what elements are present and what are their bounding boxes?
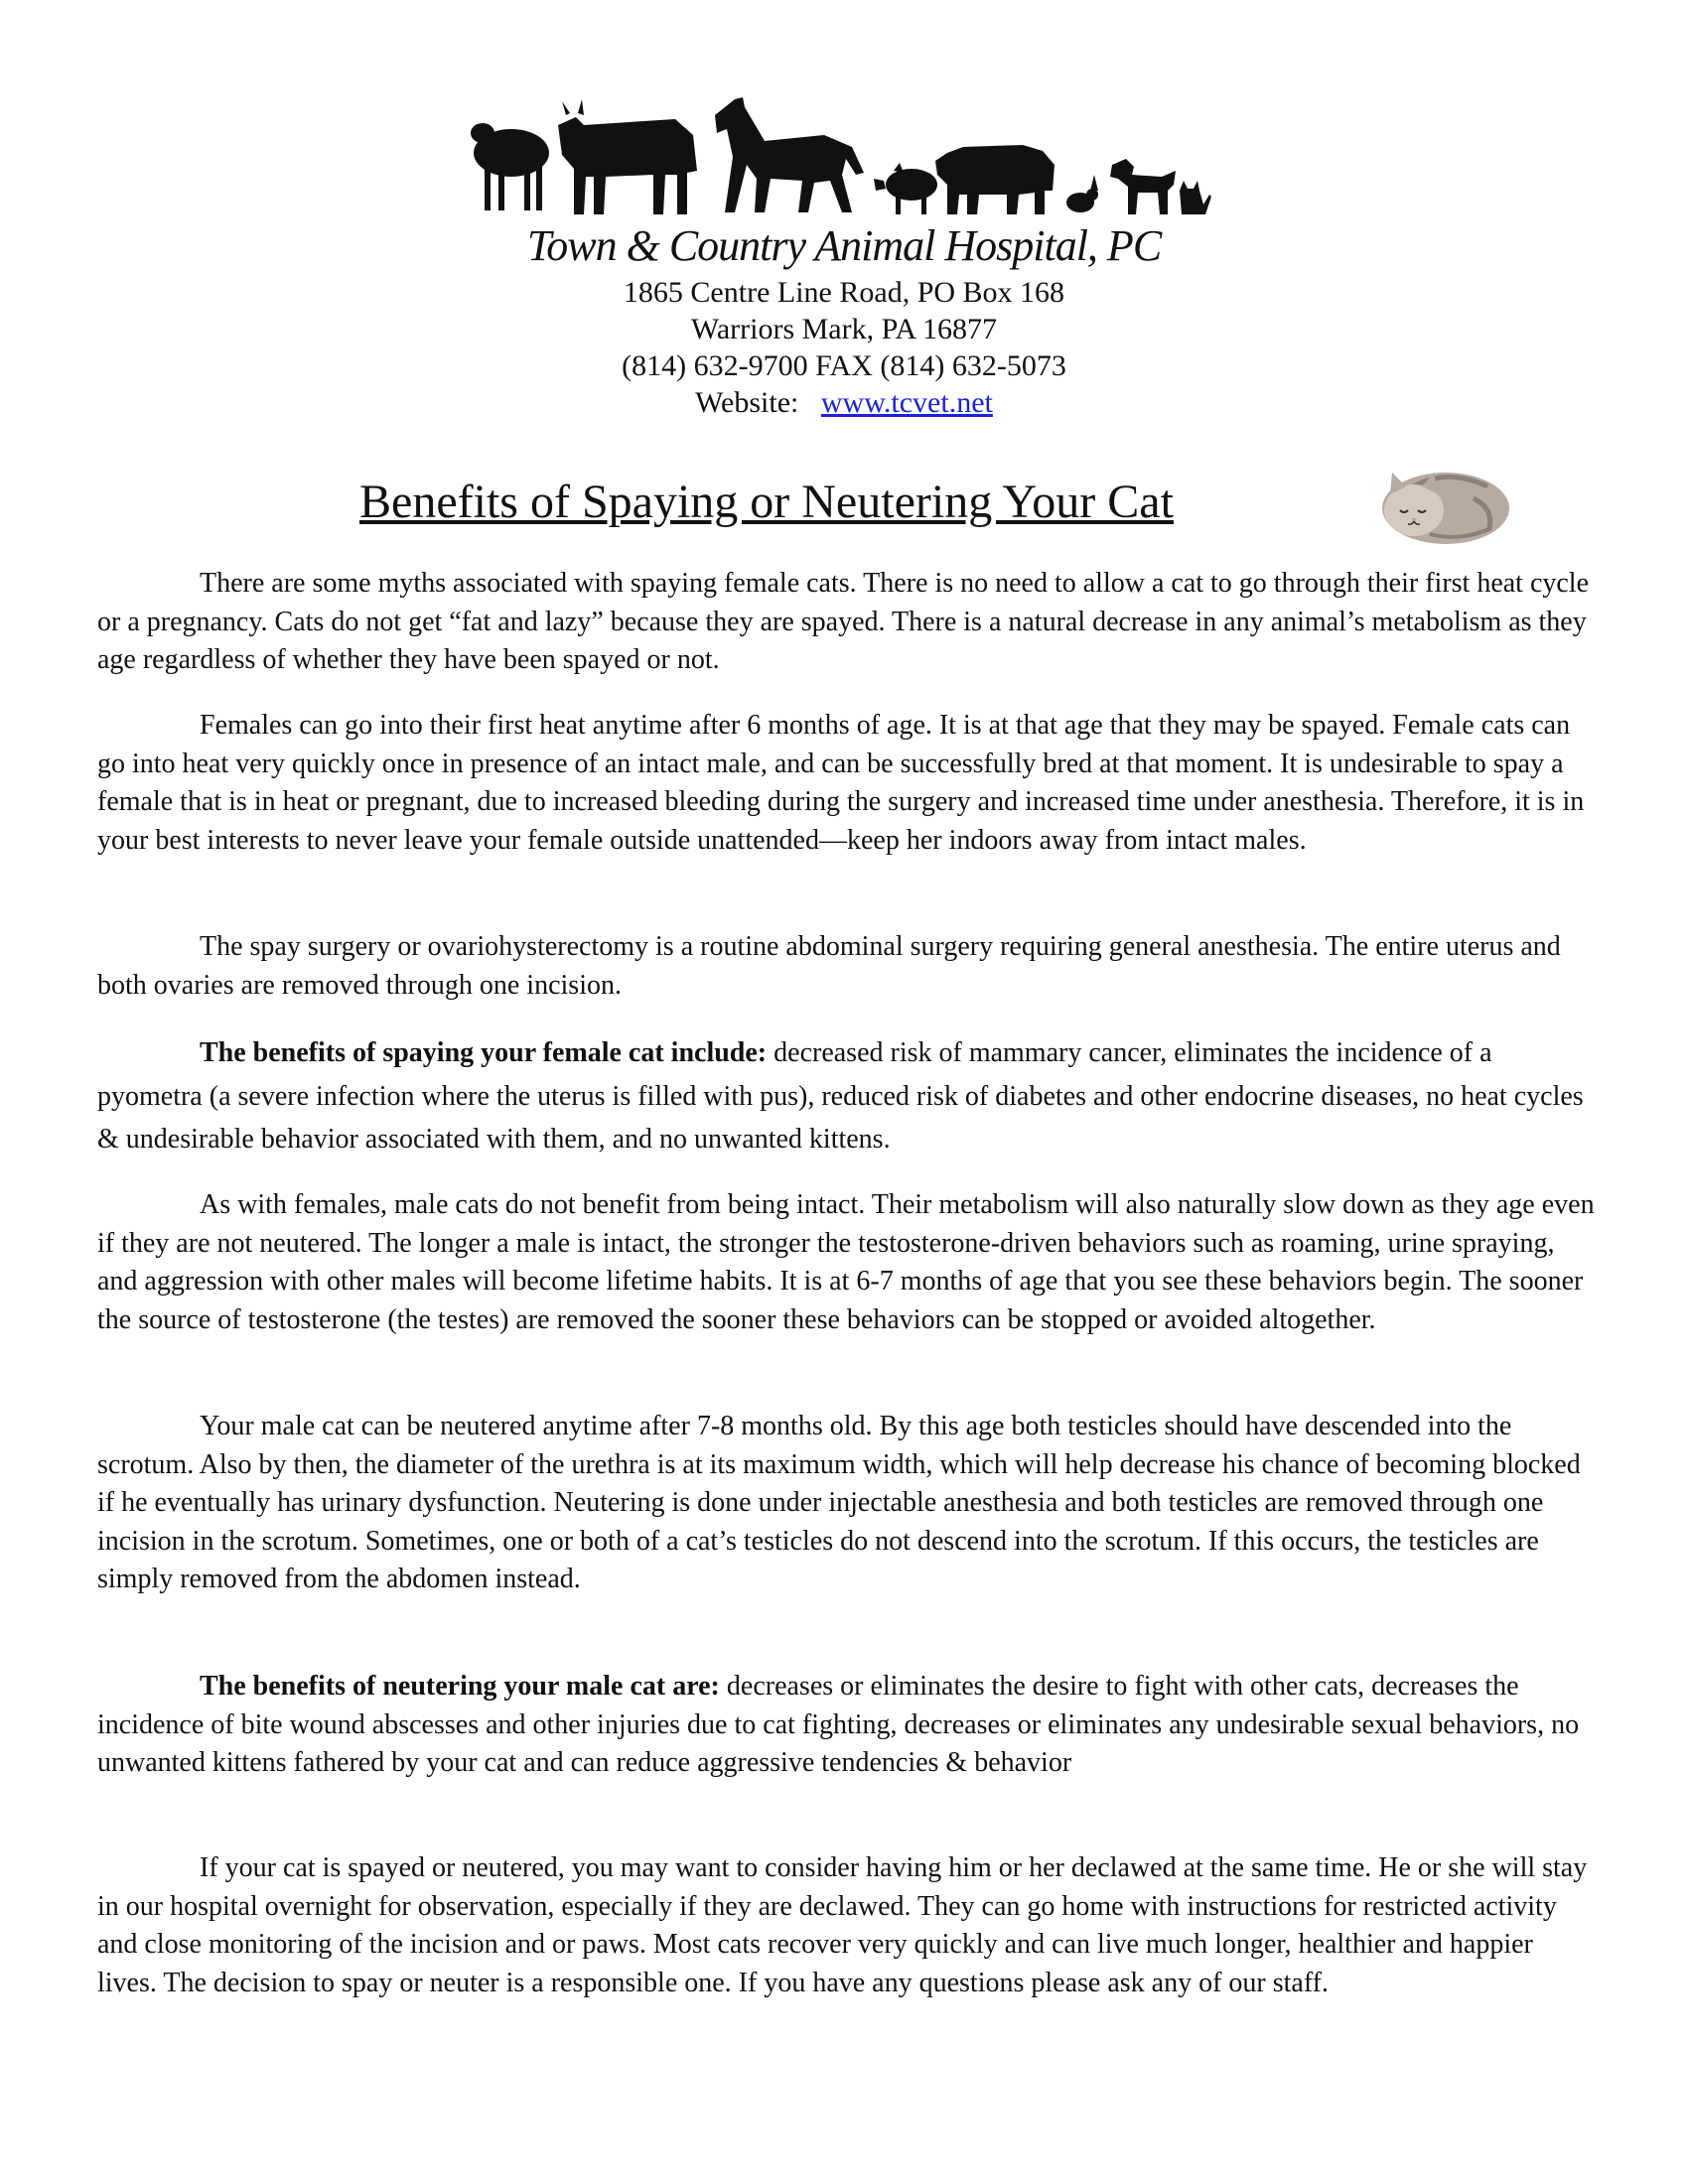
sleeping-cat-icon xyxy=(1370,459,1511,550)
neuter-benefits-heading: The benefits of neutering your male cat are: xyxy=(200,1671,720,1702)
pig-icon xyxy=(874,163,937,214)
cow-icon xyxy=(558,99,697,214)
bull-icon xyxy=(935,145,1055,214)
paragraph-female-heat: Females can go into their first heat anytime after 6 months of age. It is at that age that they may be spayed. Female cats can go into heat very quickly once in presence of an intact male, and can be successfully bred at that moment. It is undesirable to spay a female that is in heat or pregnant, due to increased bleeding during the surgery and increased time under anesthesia. Therefore, it is in your best interests to never leave your female outside unattended—keep her indoors away from intact males. xyxy=(97,710,1585,856)
cat-silhouette-icon xyxy=(1180,181,1211,214)
page-title: Benefits of Spaying or Neutering Your Cat xyxy=(359,476,1174,528)
address-line: 1865 Centre Line Road, PO Box 168 xyxy=(623,276,1065,309)
paragraph-neuter-benefits xyxy=(97,1668,1597,1783)
paragraph-spay-surgery: The spay surgery or ovariohysterectomy is a routine abdominal surgery requiring general anesthesia. The entire uterus and both ovaries are removed through one incision. xyxy=(97,931,1561,1001)
paragraph-spay-benefits xyxy=(97,1031,1597,1161)
paragraph-male-intact: As with females, male cats do not benefit from being intact. Their metabolism will also naturally slow down as they age even if they are not neutered. The longer a male is intact, the stronger the testosterone-driven behaviors such as roaming, urine spraying, and aggression with other males will become lifetime habits. It is at 6-7 months of age that you see these behaviors begin. The sooner the source of testosterone (the testes) are removed the sooner these behaviors can be stopped or avoided altogether. xyxy=(97,1189,1595,1335)
dog-icon xyxy=(1110,159,1176,214)
rabbit-icon xyxy=(1066,175,1098,212)
spay-benefits-text: decreased risk of mammary cancer, eliminates the incidence of a pyometra (a severe infection where the uterus is filled with pus), reduced risk of diabetes and other endocrine diseases, no heat cycles & undesirable behavior associated with them, and no unwanted kittens. xyxy=(97,1037,1584,1155)
website-label: Website: xyxy=(695,386,799,419)
hospital-name: Town & Country Animal Hospital, PC xyxy=(526,221,1162,270)
website-line xyxy=(0,384,1688,421)
spay-benefits-heading: The benefits of spaying your female cat include: xyxy=(200,1037,768,1068)
sheep-icon xyxy=(471,123,549,210)
paragraph-neuter-procedure: Your male cat can be neutered anytime after 7-8 months old. By this age both testicles should have descended into the scrotum. Also by then, the diameter of the urethra is at its maximum width, which will help decrease his chance of becoming blocked if he eventually has urinary dysfunction. Neutering is done under injectable anesthesia and both testicles are removed through one incision in the scrotum. Sometimes, one or both of a cat’s testicles do not descend into the scrotum. If this occurs, the testicles are simply removed from the abdomen instead. xyxy=(97,1411,1581,1594)
horse-icon xyxy=(715,97,864,212)
paragraph-myths: There are some myths associated with spaying female cats. There is no need to allow a cat to go through their first heat cycle or a pregnancy. Cats do not get “fat and lazy” because they are spayed. There is a natural decrease in any animal’s metabolism as they age regardless of whether they have been spayed or not. xyxy=(97,568,1590,675)
phone-fax-line: (814) 632-9700 FAX (814) 632-5073 xyxy=(622,349,1066,382)
neuter-benefits-text: decreases or eliminates the desire to fight with other cats, decreases the incidence of bite wound abscesses and other injuries due to cat fighting, decreases or eliminates any undesirable sexual behaviors, no unwanted kittens fathered by your cat and can reduce aggressive tendencies & behavior xyxy=(97,1671,1580,1778)
farm-animals-logo-icon xyxy=(467,95,1211,224)
city-state-zip: Warriors Mark, PA 16877 xyxy=(690,313,998,345)
website-link[interactable]: www.tcvet.net xyxy=(820,386,993,419)
paragraph-declaw-recovery: If your cat is spayed or neutered, you may want to consider having him or her declawed at the same time. He or she will stay in our hospital overnight for observation, especially if they are declawed. They can go home with instructions for restricted activity and close monitoring of the incision and or paws. Most cats recover very quickly and can live much longer, healthier and happier lives. The decision to spay or neuter is a responsible one. If you have any questions please ask any of our staff. xyxy=(97,1852,1588,1998)
